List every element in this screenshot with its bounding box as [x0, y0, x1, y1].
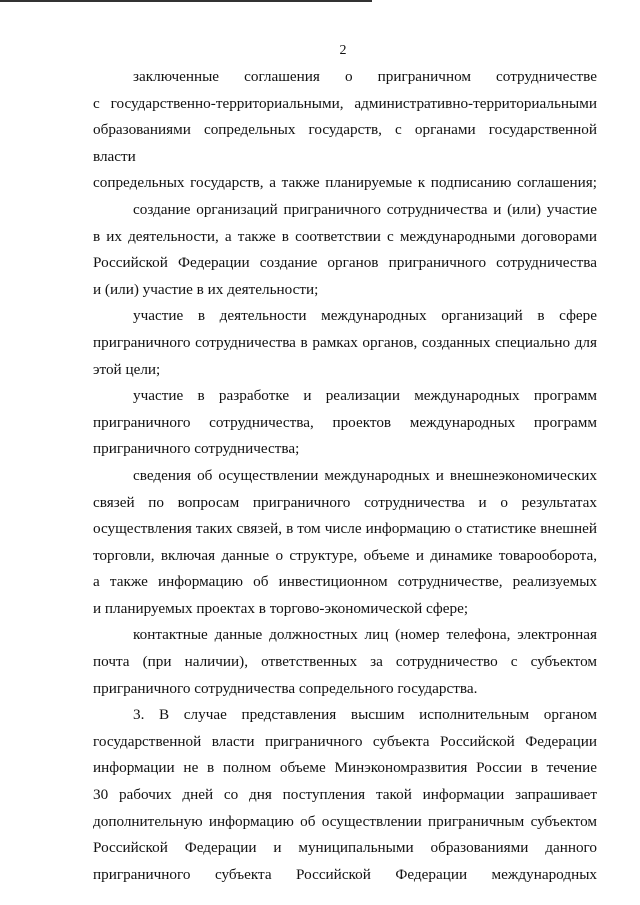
paragraph-agreements — [93, 64, 597, 197]
paragraph-international-orgs — [93, 303, 597, 383]
text-line: участие в деятельности международных организаций в сфере — [133, 307, 597, 325]
text-line: приграничного сотрудничества в рамках органов, созданных специально для — [93, 333, 597, 351]
text-line: контактные данные должностных лиц (номер телефона, электронная — [133, 626, 597, 644]
top-rule — [0, 0, 372, 2]
text-line: приграничного сотрудничества сопредельного государства. — [93, 679, 478, 697]
text-line: сопредельных государств, а также планируемые к подписанию соглашения; — [93, 174, 597, 192]
text-line: и планируемых проектах в торгово-экономической сфере; — [93, 599, 469, 617]
text-line: информации не в полном объеме Минэкономразвития России в течение — [93, 759, 597, 777]
text-line: почта (при наличии), ответственных за сотрудничество с субъектом — [93, 653, 597, 671]
text-line: Российской Федерации создание органов приграничного сотрудничества — [93, 254, 597, 272]
text-line: участие в разработке и реализации международных программ — [133, 387, 597, 405]
document-body — [93, 64, 597, 888]
text-line: создание организаций приграничного сотрудничества и (или) участие — [133, 200, 597, 218]
text-line: сведения об осуществлении международных и внешнеэкономических — [133, 466, 597, 484]
text-line: и (или) участие в их деятельности; — [93, 280, 319, 298]
text-line: образованиями сопредельных государств, с органами государственной власти — [93, 121, 597, 165]
text-line: этой цели; — [93, 360, 161, 378]
text-line: приграничного сотрудничества; — [93, 440, 300, 458]
text-line: 3. В случае представления высшим исполнительным органом — [133, 706, 597, 724]
text-line: осуществления таких связей, в том числе информацию о статистике внешней — [93, 520, 597, 538]
text-line: приграничного сотрудничества, проектов международных программ — [93, 413, 597, 431]
text-line: в их деятельности, а также в соответствии с международными договорами — [93, 227, 597, 245]
page-number: 2 — [339, 43, 347, 58]
text-line: торговли, включая данные о структуре, объеме и динамике товарооборота, — [93, 546, 597, 564]
paragraph-contacts — [93, 622, 597, 702]
paragraph-organizations — [93, 197, 597, 303]
text-line: дополнительную информацию об осуществлении приграничным субъектом — [93, 812, 597, 830]
text-line: 30 рабочих дней со дня поступления такой информации запрашивает — [93, 786, 597, 804]
text-line: приграничного субъекта Российской Федерации международных — [93, 865, 597, 883]
text-line: связей по вопросам приграничного сотрудничества и о результатах — [93, 493, 597, 511]
text-line: государственной власти приграничного субъекта Российской Федерации — [93, 732, 597, 750]
text-line: заключенные соглашения о приграничном сотрудничестве — [133, 68, 597, 85]
paragraph-programs — [93, 383, 597, 463]
paragraph-item-3 — [93, 702, 597, 888]
text-line: Российской Федерации и муниципальными образованиями данного — [93, 839, 597, 857]
text-line: с государственно-территориальными, административно-территориальными — [93, 94, 597, 112]
text-line: а также информацию об инвестиционном сотрудничестве, реализуемых — [93, 573, 597, 591]
paragraph-economic-relations — [93, 463, 597, 623]
